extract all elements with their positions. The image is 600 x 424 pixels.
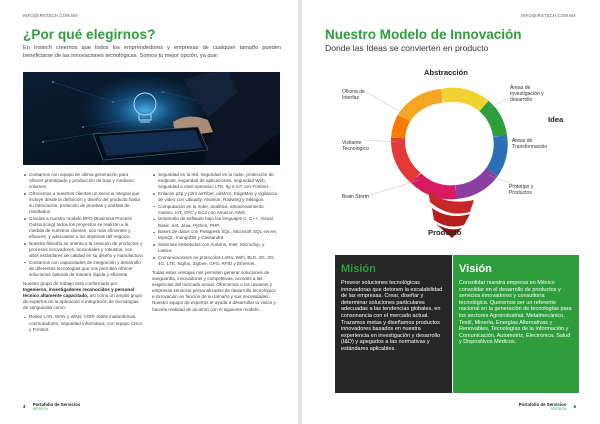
intro-paragraph: En Instech creemos que todos los emprendedores y empresas de cualquier tamaño pueden beneficiarse de las innovaciones tecnológicas. Somos tu mejor opción, ya que:: [23, 45, 281, 60]
page-title: ¿Por qué elegirnos?: [23, 27, 156, 42]
visitante-tecnologico-label: Visitante Tecnológico: [342, 140, 369, 152]
list-item: Computación en la nube, analítica, almacenamiento masivo, IoT, VPC y EC2 con Amazon AWS.: [152, 204, 279, 216]
footer-title: Portafolio de Servicios: [518, 402, 567, 407]
list-item: Seguridad en la red, seguridad en la nube, protección de endpoint, seguridad de aplicaciones, seguridad Web, Seguridad a nivel operativo LTE, 5g e IoT con Fortinet.: [152, 172, 279, 190]
left-column-b: [152, 172, 279, 316]
prototipo-productos-label: Prototipo y Productos: [509, 184, 534, 196]
abstraccion-label: Abstracción: [424, 68, 468, 77]
innovation-model-diagram: [324, 60, 580, 250]
idea-label: Idea: [548, 115, 564, 124]
header-email: INFO@IRSTECH.COM.MX: [521, 13, 576, 18]
footer-title: Portafolio de Servicios: [32, 402, 81, 407]
vision-title: Visión: [459, 263, 492, 275]
areas-transformacion-label: Áreas de Transformación: [512, 138, 548, 150]
page-subtitle: Donde las Ideas se convierten en producto: [325, 43, 489, 53]
vision-box: [453, 255, 579, 393]
footer-brand: IRSTECH: [32, 407, 48, 411]
list-item: Desarrollo de software bajo los lenguajes C, C++, Visual Basic .net, Java, Python, PHP.: [152, 216, 279, 228]
footer: [23, 402, 80, 411]
right-page: [302, 0, 600, 424]
mision-title: Misión: [341, 263, 376, 275]
list-item: Gracias a nuestro modelo BPO (Business Process Outsourcing) todos los proyectos se realizan a la medida de nuestros clientes, son más eficientes y eficaces, y adecuados a los objetivos del negocio.: [23, 216, 143, 240]
left-column-a: [23, 172, 143, 333]
page-title: Nuestro Modelo de Innovación: [325, 27, 522, 42]
list-item: Redes LAN, WAN y WAN, VOIP, redes inalámbricas, conmutadores, seguridad informática, con equipo Cisco y Fortinet.: [23, 314, 143, 332]
closing-paragraph: Todas estas ventajas nos permiten generar soluciones de vanguardia, innovadoras y competitivas, acordes a las exigencias del mercado actual. Ofrecemos a los usuarios y empresas servicios personalizados de desarrollo tecnológico e innovación en función de su tamaño y sus necesidades. Nuestro equipo de expertos te ayuda a desarrollar tu visión y hacerla realidad de acuerdo con el siguiente modelo:: [152, 269, 276, 312]
hero-image-tablet-tech: [23, 72, 280, 165]
page-number: 5: [573, 403, 576, 409]
team-paragraph: Nuestro grupo de trabajo está conformado por Ingenieros, investigadores reconocidos y personal técnico altamente capacitado, así como un amplio grupo de expertos en la aplicación e integración de tecnologías de vanguardia como:: [23, 280, 143, 311]
vision-text: Consolidar nuestra empresa en México consolidar en el desarrollo de productos y servicios innovadores y consultoría tecnológica. Queremos ser un referente nacional en la generación de tecnologías para los sectores Agroindustrial, Metalmecánico, Textil, Minería, Energías Alternativas y Renovables, Tecnologías de la Información y Comunicación, Automotriz, Electrónica, Salud y Dispositivos Médicos.: [459, 280, 572, 346]
areas-investigacion-label: Áreas de Investigación y desarrollo: [510, 85, 544, 103]
oficina-interfaz-label: Oficina de Interfaz: [342, 89, 365, 101]
header-email: INFO@IRSTECH.COM.MX: [23, 13, 78, 18]
list-item: Ofrecemos a nuestros clientes un servicio integral que incluye desde la definición y diseño del producto hasta su fabricación, protocolo de pruebas y análisis de resultados.: [23, 191, 143, 215]
brain-storm-label: Brain Storm: [342, 194, 369, 200]
page-number: 4: [23, 403, 26, 409]
list-item: Contamos con capacidades de integración y desarrollo de diferentes tecnologías que nos permiten ofrecer soluciones óptimas de manera rápida y eficiente.: [23, 260, 143, 278]
footer-brand: IRSTECH: [551, 407, 567, 411]
left-page: [0, 0, 298, 424]
list-item: Bases de datos con Postgress SQL, Microsoft SQL server, MySQL, mongoDB y Cassandra: [152, 229, 279, 241]
list-item: Contamos con equipo de ultima generación para ofrecer prototipado y producción de bajo y mediano volumen: [23, 172, 143, 190]
mision-box: [335, 255, 452, 393]
list-item: Sistemas embebidos con Arduino, Intel, Microchip, y Lattice.: [152, 242, 279, 254]
footer: [519, 402, 576, 411]
list-item: Comunicaciones en protocolos LoRa, WiFi, BLE, 2G, 3G, 4G, LTE, Sigfox, Zigbee, GPS, RFID y Ethernet.: [152, 255, 279, 267]
advantages-list: [23, 172, 143, 278]
list-item: Enlaces p2p y p2m airFiber, airMAX, EdgeMax y vigilancia de video con Ubiquity, Alvarion, Radwing y Siklagon.: [152, 191, 279, 203]
mision-text: Proveer soluciones tecnológicas innovadoras que detonen la escalabilidad de las empresas. Crear, diseñar y determinar soluciones particulares adecuadas a las tendencias globales, en consonancia con el mercado actual. Trazamos metas y diseñamos productos innovadores basados en nuestra experiencia en investigación y desarrollo (I&D) y apegados a las normativas y estándares aplicables.: [341, 280, 443, 352]
list-item: Nuestra filosofía se orienta a la creación de productos y procesos innovadores, funcionales y robustos, con altos estándares de calidad en su diseño y manufactura: [23, 241, 143, 259]
technologies-list-b: [152, 172, 279, 267]
producto-label: Producto: [428, 228, 462, 237]
technologies-list-a: [23, 314, 143, 332]
